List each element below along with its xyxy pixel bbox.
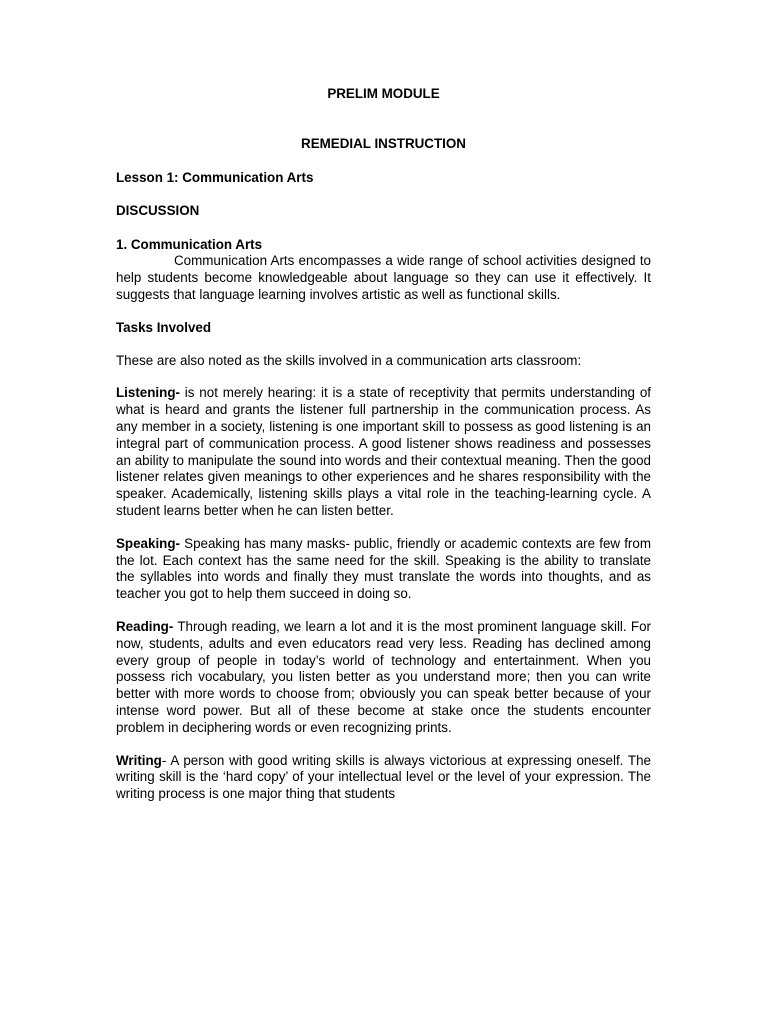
reading-term: Reading-	[116, 618, 174, 634]
reading-paragraph	[116, 619, 651, 737]
writing-paragraph	[116, 753, 651, 803]
writing-term: Writing	[116, 752, 162, 768]
speaking-text: Speaking has many masks- public, friendly or academic contexts are few from the lot. Each context has the same need for the skill. Speaking is the ability to translate the syllables into words and finally they must translate the words into thoughts, and as teacher you got to help them succeed in doing so.	[116, 535, 651, 602]
reading-text: Through reading, we learn a lot and it is the most prominent language skill. For now, students, adults and even educators read very less. Reading has declined among every group of people in today’s world of technology and entertainment. When you possess rich vocabulary, you listen better as you understand more; then you can write better with more words to choose from; obviously you can speak better because of your intense word power. But all of these become at stake once the students encounter problem in deciphering words or even recognizing prints.	[116, 618, 651, 735]
intro-paragraph: Communication Arts encompasses a wide range of school activities designed to help students become knowledgeable about language so they can use it effectively. It suggests that language learning involves artistic as well as functional skills.	[116, 253, 651, 302]
speaking-term: Speaking-	[116, 535, 180, 551]
speaking-paragraph	[116, 536, 651, 603]
listening-paragraph	[116, 385, 651, 519]
listening-text: is not merely hearing: it is a state of receptivity that permits understanding of what is heard and grants the listener full partnership in the communication process. As any member in a society, listening is one important skill to possess as good listening is an integral part of communication process. A good listener shows readiness and possesses an ability to manipulate the sound into words and their contextual meaning. Then the good listener relates given meanings to other experiences and he shares responsibility with the speaker. Academically, listening skills plays a vital role in the teaching-learning cycle. A student learns better when he can listen better.	[116, 385, 651, 518]
tasks-heading: Tasks Involved	[116, 319, 212, 335]
listening-term: Listening-	[116, 385, 180, 401]
module-subtitle: REMEDIAL INSTRUCTION	[301, 136, 466, 151]
discussion-heading: DISCUSSION	[116, 202, 200, 218]
writing-text: - A person with good writing skills is always victorious at expressing oneself. The writing skill is the ‘hard copy’ of your intellectual level or the level of your expression. The writing process is one major thing that students	[116, 752, 651, 802]
section-heading: 1. Communication Arts	[116, 236, 263, 252]
tasks-intro-paragraph: These are also noted as the skills involved in a communication arts classroom:	[116, 352, 582, 368]
module-title: PRELIM MODULE	[327, 86, 440, 101]
lesson-heading: Lesson 1: Communication Arts	[116, 170, 314, 185]
document-page	[116, 86, 651, 803]
